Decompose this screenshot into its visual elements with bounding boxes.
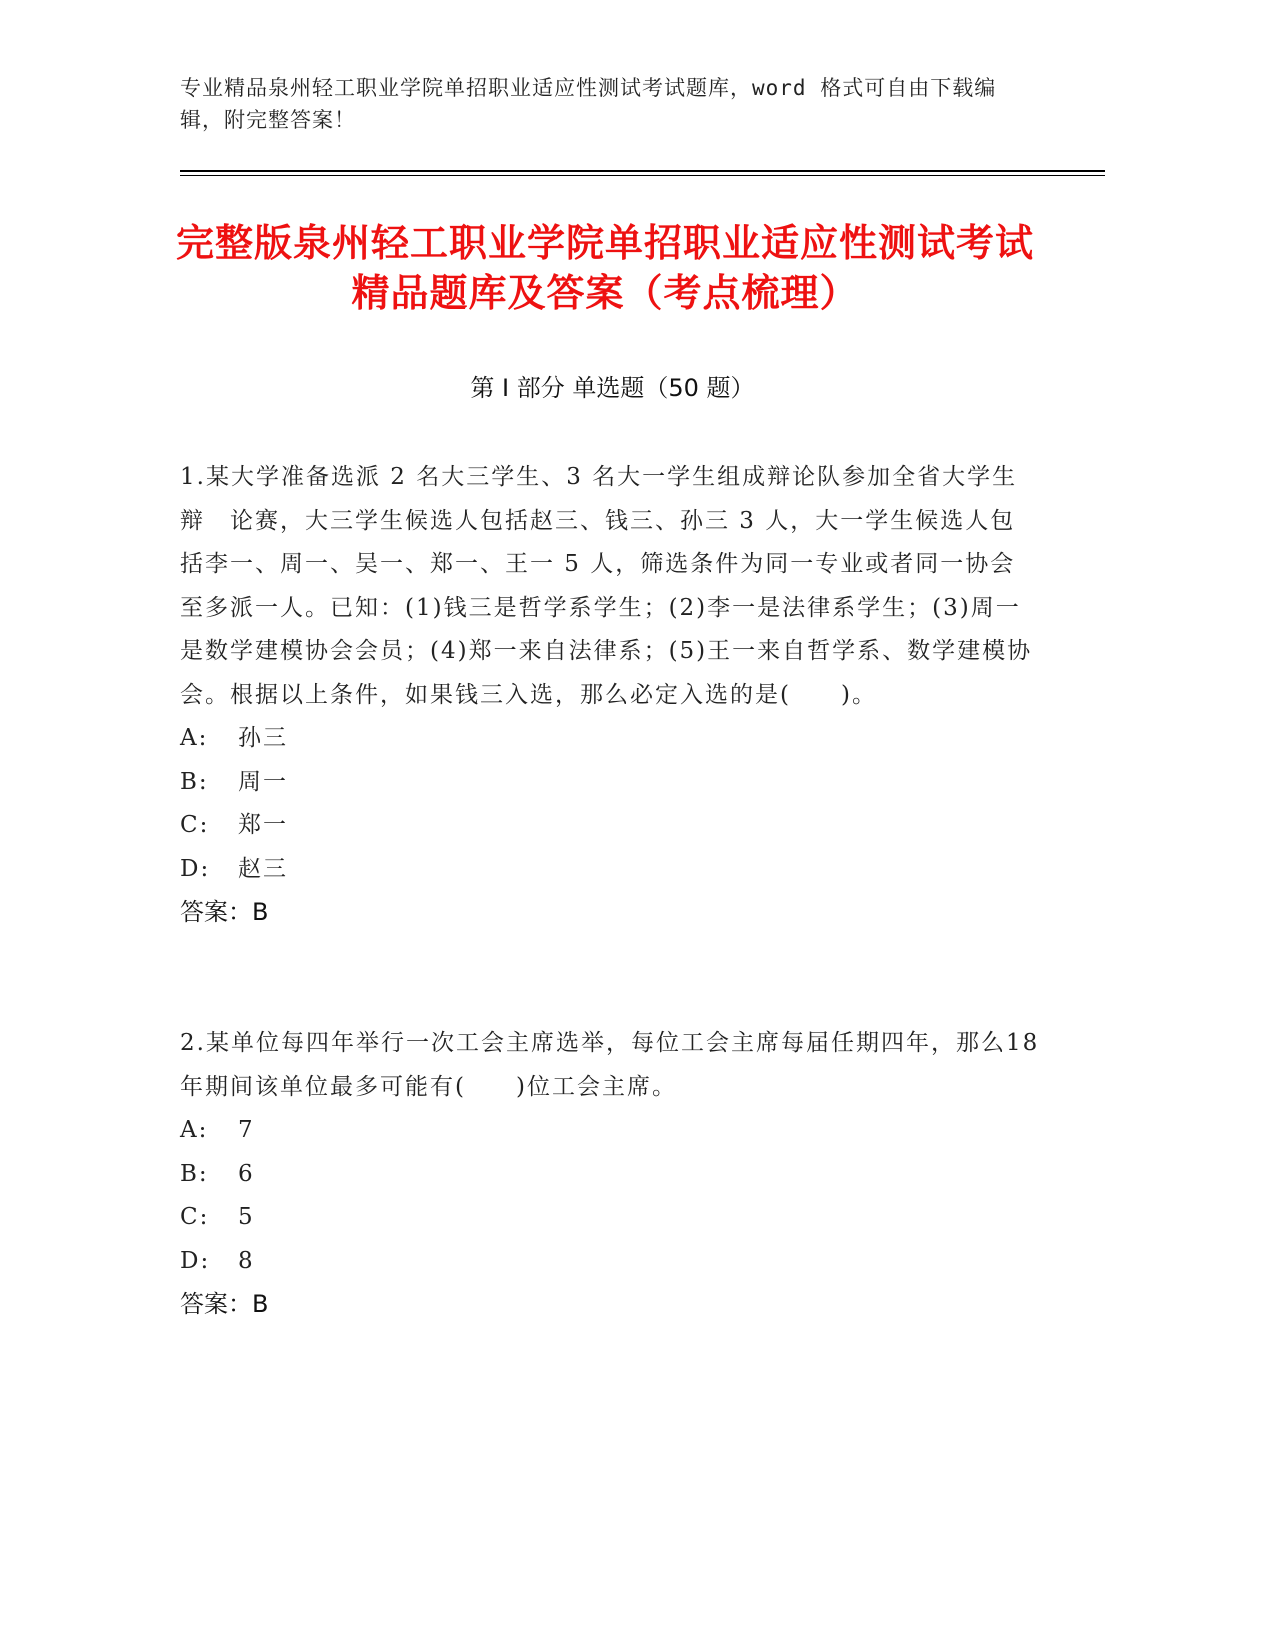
option-b: [180, 761, 1040, 805]
option-letter: B:: [180, 768, 209, 795]
option-text: 7: [238, 1117, 255, 1143]
option-text: 6: [238, 1160, 255, 1187]
option-a: [180, 717, 1040, 761]
question-2: [180, 1022, 1040, 1327]
option-letter: A:: [180, 725, 209, 751]
option-text: 郑一: [238, 812, 288, 838]
option-b: [180, 1153, 1040, 1197]
answer-label: 答案：B: [180, 1290, 269, 1318]
answer-label: 答案：B: [180, 898, 269, 926]
section-heading: 第 I 部分 单选题（50 题）: [470, 374, 755, 402]
option-d: [180, 848, 1040, 892]
option-letter: C:: [180, 1204, 210, 1230]
question-text: 2.某单位每四年举行一次工会主席选举，每位工会主席每届任期四年，那么18 年期间该单位最多可能有( )位工会主席。: [180, 1030, 1040, 1100]
header-note: 专业精品泉州轻工职业学院单招职业适应性测试考试题库，word 格式可自由下载编辑，附完整答案！: [180, 76, 997, 132]
question-text: 1.某大学准备选派 2 名大三学生、3 名大一学生组成辩论队参加全省大学生辩 论赛，大三学生候选人包括赵三、钱三、孙三 3 人，大一学生候选人包括李一、周一、吴一、郑一、王一 5 人，筛选条件为同一专业或者同一协会至多派一人。已知：(1)钱三是哲学系学生；(2)李一是法律系学生；(3)周一是数学建模协会会员；(4)郑一来自法律系；(5)王一来自哲学系、数学建模协会。根据以上条件，如果钱三入选，那么必定入选的是( )。: [180, 464, 1033, 708]
option-text: 5: [238, 1204, 255, 1230]
option-a: [180, 1109, 1040, 1153]
document-title: 完整版泉州轻工职业学院单招职业适应性测试考试精品题库及答案（考点梳理）: [175, 221, 1034, 315]
option-letter: C:: [180, 812, 210, 838]
option-letter: A:: [180, 1117, 209, 1143]
header-divider-thin: [180, 175, 1105, 176]
option-letter: D:: [180, 1247, 211, 1274]
option-letter: D:: [180, 855, 211, 882]
option-text: 周一: [238, 768, 288, 795]
question-1: [180, 456, 1040, 935]
header-divider-thick: [180, 170, 1105, 172]
option-text: 8: [238, 1247, 255, 1274]
option-c: [180, 1196, 1040, 1240]
option-d: [180, 1240, 1040, 1284]
option-letter: B:: [180, 1160, 209, 1187]
option-text: 赵三: [238, 855, 288, 882]
option-c: [180, 804, 1040, 848]
option-text: 孙三: [238, 725, 288, 751]
